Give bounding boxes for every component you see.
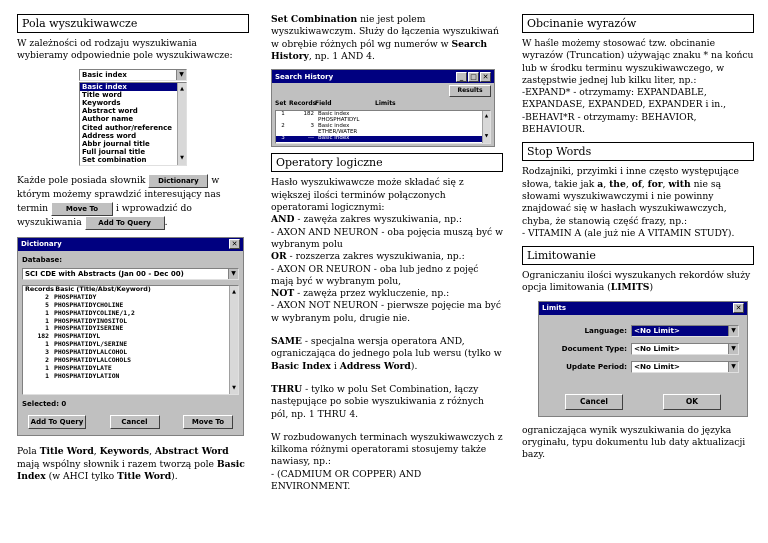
limits-text: Ograniczaniu ilości wyszukanych rekordów służy opcja limitowania (LIMITS) (522, 270, 751, 294)
close-icon[interactable]: ✕ (733, 303, 744, 313)
column-truncation (522, 14, 754, 462)
maximize-icon[interactable]: □ (468, 72, 479, 82)
database-value: SCI CDE with Abstracts (Jan 00 - Dec 00) (25, 269, 184, 278)
nesting-text: W rozbudowanych terminach wyszukiwawczych z kilkoma różnymi operatorami stosujemy także nawiasy, np.: (271, 431, 503, 468)
stop-words-text: Rodzajniki, przyimki i inne często występujące słowa, takie jak a, the, of, for, with nie są słowami wyszukiwawczymi i nie powinny znajdować się w hasłach wyszukiwawczych, chyba, że stanowią część frazy, np.: (522, 166, 739, 227)
truncation-example-2: -BEHAVI*R - otrzymamy: BEHAVIOR, BEHAVIOUR. (522, 111, 697, 136)
index-options-list (80, 83, 177, 165)
search-fields-outro: Pola Title Word, Keywords, Abstract Word mają wspólny słownik i razem tworzą pole Basic Index (w AHCI tylko Title Word). (17, 446, 245, 482)
dictionary-row-term: PHOSPHATIDYLALCOHOLS (54, 356, 131, 365)
dictionary-row-term: PHOSPHATIDY (54, 292, 97, 301)
dictionary-row-term: PHOSPHATIDYCOLINE/1,2 (54, 308, 135, 317)
history-field-name: Basic index (318, 110, 350, 117)
history-scrollbar[interactable] (482, 111, 490, 143)
dictionary-row-count: 1 (45, 308, 49, 317)
index-scrollbar[interactable] (177, 83, 186, 165)
limits-outro: ograniczająca wynik wyszukiwania do języka oryginału, typu dokumentu lub daty aktualizacji bazy. (522, 424, 746, 461)
search-fields-intro: W zależności od rodzaju wyszukiwania wybieramy odpowiednie pole wyszukiwawcze: (17, 38, 233, 62)
operator-same: SAME - specjalna wersja operatora AND, ograniczająca do jednego pola lub wersu (tylko w Basic Index i Address Word). (271, 336, 502, 372)
heading-logic-operators: Operatory logiczne (271, 153, 503, 172)
dictionary-row-term: PHOSPHATIDYISERINE (54, 324, 124, 333)
heading-truncation: Obcinanie wyrazów (522, 14, 754, 33)
search-history-titlebar (272, 70, 494, 83)
dictionary-row-term: PHOSPHATIDYL/SERINE (54, 340, 128, 349)
operator-and: AND - zawęża zakres wyszukiwania, np.: (271, 214, 463, 226)
limits-title: Limits (542, 304, 567, 313)
history-set: 1 (281, 110, 285, 117)
chevron-down-icon[interactable]: ▼ (228, 269, 238, 279)
history-set: 3 (281, 135, 285, 142)
operator-thru: THRU - tylko w polu Set Combination, łączy następujące po sobie wyszukiwania z różnych pól, np. 1 THRU 4. (271, 383, 484, 420)
index-option[interactable]: Cited author/reference (82, 123, 173, 132)
index-option[interactable]: Abstract word (82, 107, 138, 116)
dict-move-to-button[interactable]: Move To (183, 415, 233, 429)
search-history-window (271, 69, 495, 147)
database-label: Database: (22, 255, 63, 264)
history-records: 182 (303, 110, 314, 117)
chevron-down-icon[interactable]: ▼ (176, 70, 186, 80)
truncation-text: W haśle możemy stosować tzw. obcinanie wyrazów (Truncation) używając znaku * na końcu lub w środku terminu wyszukiwawczego, w zastępstwie jednej lub kilku liter, np.: (522, 38, 754, 86)
heading-stop-words: Stop Words (522, 142, 754, 161)
dict-text-d: . (164, 216, 168, 228)
results-button[interactable]: Results (449, 85, 491, 97)
language-label: Language: (584, 325, 627, 335)
move-to-button[interactable]: Move To (51, 202, 113, 216)
column-search-fields (17, 14, 249, 489)
dictionary-title: Dictionary (21, 239, 62, 248)
dictionary-row-term: PHOSPHATIDYCHOLINE (54, 300, 124, 309)
dictionary-row-count: 1 (45, 363, 49, 372)
dict-text-a: Każde pole posiada słownik (17, 174, 146, 186)
history-row[interactable] (276, 136, 482, 143)
scroll-down-icon[interactable]: ▼ (232, 384, 236, 391)
database-select[interactable] (22, 268, 239, 280)
dict-text-c: i wprowadzić do wyszukiwania (17, 202, 192, 228)
history-field (318, 124, 357, 135)
index-select[interactable] (79, 69, 187, 166)
dictionary-window (17, 237, 244, 437)
dictionary-row-count: 1 (45, 316, 49, 325)
index-select-value: Basic index (82, 70, 127, 79)
dictionary-row-term: PHOSPHATIDYLATION (54, 371, 120, 380)
dictionary-row[interactable] (25, 373, 229, 381)
dictionary-button[interactable]: Dictionary (148, 174, 208, 188)
col-basic: Basic (Title/Abst/Keyword) (55, 284, 151, 293)
heading-search-fields: Pola wyszukiwawcze (17, 14, 249, 33)
add-to-query-button[interactable]: Add To Query (85, 216, 165, 230)
history-field-name: Basic index (318, 135, 350, 142)
history-term: ETHER/WATER (318, 128, 358, 135)
limits-cancel-button[interactable]: Cancel (565, 394, 623, 410)
doctype-select[interactable] (631, 343, 739, 355)
language-value: <No Limit> (632, 326, 728, 336)
chevron-down-icon[interactable]: ▼ (728, 344, 738, 354)
scroll-down-icon[interactable]: ▼ (484, 134, 489, 140)
chevron-down-icon[interactable]: ▼ (728, 362, 738, 372)
index-option[interactable]: Address word (82, 131, 137, 140)
dictionary-row-term: PHOSPHATIDYINOSITOL (54, 316, 128, 325)
operator-or: OR - rozszerza zakres wyszukiwania, np.: (271, 251, 465, 263)
dictionary-row-count: 2 (45, 292, 49, 301)
history-row[interactable] (276, 124, 482, 136)
scroll-up-icon[interactable]: ▲ (180, 85, 184, 92)
heading-limits: Limitowanie (522, 246, 754, 265)
operators-intro: Hasło wyszukiwawcze może składać się z większej ilości terminów połączonych operatorami logicznymi: (271, 177, 464, 214)
dict-cancel-button[interactable]: Cancel (110, 415, 160, 429)
column-logic-operators (271, 14, 503, 493)
dictionary-row-count: 1 (45, 340, 49, 349)
close-icon[interactable]: ✕ (480, 72, 491, 82)
set-combination-text: Set Combination nie jest polem wyszukiwawczym. Służy do łączenia wyszukiwań w obrębie różnych pól wg numerów w Search History, np. 1 AND 4. (271, 14, 499, 62)
dictionary-row-count: 5 (45, 300, 49, 309)
nesting-example: - (CADMIUM OR COPPER) AND ENVIRONMENT. (271, 468, 422, 493)
dictionary-titlebar (18, 238, 243, 251)
history-field-name: Basic index (318, 123, 350, 130)
dictionary-text (17, 174, 249, 230)
dictionary-row-term: PHOSPHATIDYL (54, 332, 101, 341)
dictionary-list (22, 285, 239, 395)
doctype-label: Document Type: (561, 344, 627, 354)
col-records: Records (25, 284, 54, 293)
history-field (318, 112, 359, 123)
dictionary-row-count: 3 (45, 348, 49, 357)
operator-not: NOT - zawęża przez wykluczenie, np.: (271, 288, 450, 300)
scroll-up-icon[interactable]: ▲ (484, 114, 489, 120)
chevron-down-icon[interactable]: ▼ (728, 326, 738, 336)
dict-add-to-query-button[interactable]: Add To Query (28, 415, 86, 429)
truncation-example-1: -EXPAND* - otrzymamy: EXPANDABLE, EXPANDASE, EXPANDED, EXPANDER i in., (522, 87, 727, 111)
index-option[interactable]: Basic index (80, 83, 177, 91)
limits-window (538, 301, 748, 417)
dictionary-row-count: 2 (45, 356, 49, 365)
language-select[interactable] (631, 325, 739, 337)
index-option[interactable]: Author name (82, 115, 134, 124)
doctype-value: <No Limit> (634, 344, 680, 354)
history-header: Set Records Field Limits (275, 100, 396, 108)
history-set: 2 (281, 123, 285, 130)
dictionary-row-term: PHOSPHATIDYLATE (54, 363, 112, 372)
dictionary-scrollbar[interactable] (229, 286, 238, 394)
close-icon[interactable]: ✕ (229, 239, 240, 249)
period-value: <No Limit> (634, 362, 680, 372)
scroll-down-icon[interactable]: ▼ (180, 155, 184, 162)
stop-words-example: - VITAMIN A (ale już nie A VITAMIN STUDY). (522, 227, 735, 239)
dictionary-row-term: PHOSPHATIDYLALCOHOL (54, 348, 128, 357)
dictionary-row-count: 1 (45, 324, 49, 333)
index-option[interactable]: Keywords (82, 99, 121, 107)
history-row[interactable] (276, 111, 482, 123)
history-list (275, 110, 491, 144)
minimize-icon[interactable]: _ (456, 72, 467, 82)
history-field (318, 136, 349, 142)
history-records: 3 (310, 123, 314, 130)
operator-and-example: - AXON AND NEURON - oba pojęcia muszą być w wybranym polu (271, 226, 503, 250)
operator-not-example: - AXON NOT NEURON - pierwsze pojęcie ma być w wybranym polu, drugie nie. (271, 300, 501, 324)
selected-count: Selected: 0 (22, 399, 67, 408)
period-label: Update Period: (566, 362, 627, 372)
period-select[interactable] (631, 361, 739, 373)
dictionary-row-count: 1 (45, 371, 49, 380)
history-term: PHOSPHATIDYL (318, 116, 360, 123)
limits-titlebar (539, 302, 747, 315)
search-history-title: Search History (275, 72, 334, 81)
index-option[interactable]: Set combination (82, 156, 147, 165)
scroll-up-icon[interactable]: ▲ (232, 288, 236, 295)
index-option[interactable]: Full journal title (82, 148, 146, 157)
dictionary-row-count: 182 (37, 332, 49, 341)
dict-text-b: w którym możemy sprawdzić interesujący nas termin (17, 174, 221, 214)
operator-or-example: - AXON OR NEURON - oba lub jedno z pojęć mają być w wybranym polu, (271, 263, 479, 287)
index-option[interactable]: Title word (82, 90, 122, 99)
history-records: --- (308, 135, 314, 142)
limits-ok-button[interactable]: OK (663, 394, 721, 410)
index-option[interactable]: Abbr journal title (82, 140, 150, 149)
